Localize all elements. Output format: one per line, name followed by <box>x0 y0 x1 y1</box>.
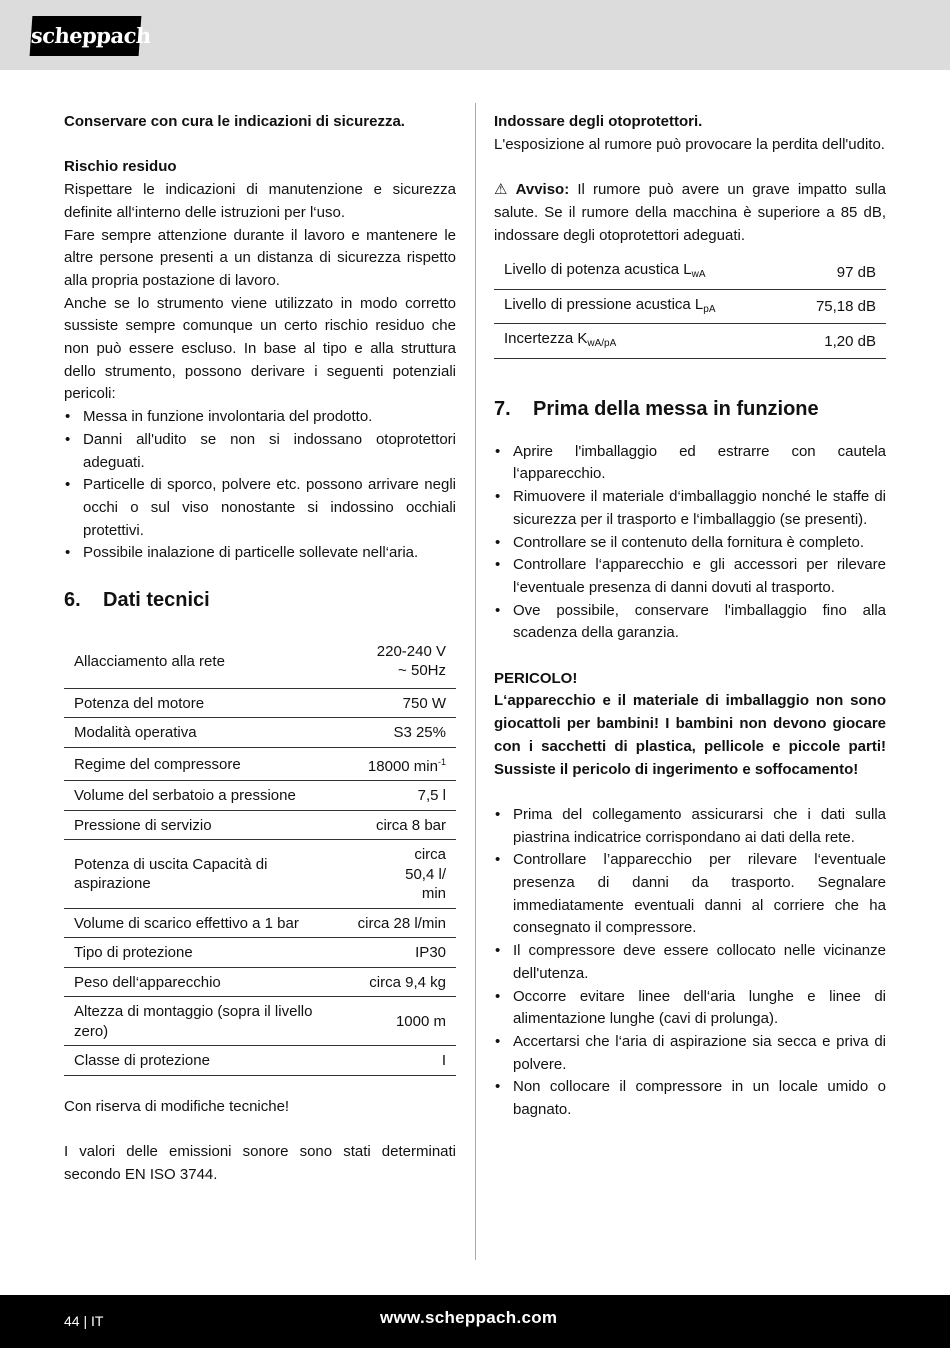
table-row <box>64 997 456 1046</box>
danger-text: L‘apparecchio e il materiale di imballaggio non sono giocattoli per bambini! I bambini non devono giocare con i sacchetti di plastica, pellicole e piccole parti! Sussiste il pericolo di ingerimento e soffocamento! <box>494 692 886 778</box>
noise-label: Incertezza $K_{wA/pA}$ <box>494 324 785 359</box>
table-row <box>64 718 456 748</box>
list-item: • Accertarsi che l‘aria di aspirazione sia secca e priva di polvere. <box>494 1031 886 1076</box>
table-row <box>64 967 456 997</box>
website-link[interactable]: www.scheppach.com <box>380 1308 558 1327</box>
spec-value: 750 W <box>324 688 456 718</box>
table-row <box>64 1046 456 1076</box>
list-item: • Particelle di sporco, polvere etc. possono arrivare negli occhi o sul viso nonostante si indossino occhiali protettivi. <box>64 474 456 542</box>
spec-value: circa 9,4 kg <box>324 967 456 997</box>
preconnection-list <box>494 804 886 1122</box>
ear-protection-text: L'esposizione al rumore può provocare la perdita dell'udito. <box>494 135 885 153</box>
list-item: • Messa in funzione involontaria del prodotto. <box>64 406 456 429</box>
section-heading <box>494 396 886 422</box>
noise-value: 97 dB <box>785 255 886 289</box>
tech-data-table <box>64 634 456 1076</box>
list-item: • Occorre evitare linee dell‘aria lunghe e linee di alimentazione lunghe (cavi di prolunga). <box>494 986 886 1031</box>
list-item: • Controllare se il contenuto della fornitura è completo. <box>494 532 886 555</box>
list-item: • Controllare l’apparecchio per rilevare l‘eventuale presenza di danni da trasporto. Segnalare immediatamente eventuali danni al corriere che ha consegnato il compressore. <box>494 849 886 940</box>
noise-value: 1,20 dB <box>785 324 886 359</box>
warning-icon: ⚠ <box>494 181 508 199</box>
list-item: • Rimuovere il materiale d‘imballaggio nonché le staffe di sicurezza per il trasporto e l‘imballaggio (se presenti). <box>494 486 886 531</box>
spec-label: Volume del serbatoio a pressione <box>64 781 324 811</box>
noise-label: Livello di potenza acustica $L_{wA}$ <box>494 255 785 289</box>
spec-value: 220-240 V ~ 50Hz <box>324 634 456 688</box>
spec-value: I <box>324 1046 456 1076</box>
left-column <box>64 111 456 1186</box>
spec-label: Tipo di protezione <box>64 938 324 968</box>
brand-logo: scheppach <box>30 16 142 56</box>
list-item: • Danni all'udito se non si indossano otoprotettori adeguati. <box>64 429 456 474</box>
spec-label: Potenza di uscita Capacità di aspirazione <box>64 840 324 909</box>
table-row <box>494 324 886 359</box>
list-item: • Possibile inalazione di particelle sollevate nell‘aria. <box>64 542 456 565</box>
setup-list <box>494 441 886 645</box>
list-item: • Controllare l‘apparecchio e gli accessori per rilevare l‘eventuale presenza di danni dovuti al trasporto. <box>494 554 886 599</box>
section-number: 7. <box>494 397 511 420</box>
spec-label: Volume di scarico effettivo a 1 bar <box>64 908 324 938</box>
spec-value: S3 25% <box>324 718 456 748</box>
spec-label: Allacciamento alla rete <box>64 634 324 688</box>
table-row <box>494 289 886 324</box>
list-item: • Aprire l'imballaggio ed estrarre con cautela l‘apparecchio. <box>494 441 886 486</box>
table-row <box>64 688 456 718</box>
right-column <box>494 111 886 1122</box>
list-item: • Ove possibile, conservare l'imballaggio fino alla scadenza della garanzia. <box>494 600 886 645</box>
safety-note: Conservare con cura le indicazioni di sicurezza. <box>64 113 405 130</box>
noise-table <box>494 255 886 359</box>
table-row <box>64 747 456 781</box>
section-number: 6. <box>64 589 81 612</box>
risk-list <box>64 406 456 565</box>
residual-risk-text: Fare sempre attenzione durante il lavoro e mantenere le altre persone presenti a un distanza di sicurezza rispetto alla propria postazione di lavoro. <box>64 226 456 289</box>
spec-value: IP30 <box>324 938 456 968</box>
spec-value: circa 8 bar <box>324 810 456 840</box>
table-row <box>64 908 456 938</box>
spec-value: 18000 $\min^{-1}$ <box>324 747 456 781</box>
page-number: 44 | IT <box>64 1313 104 1329</box>
spec-label: Altezza di montaggio (sopra il livello zero) <box>64 997 324 1046</box>
spec-label: Regime del compressore <box>64 747 324 781</box>
spec-label: Potenza del motore <box>64 688 324 718</box>
spec-label: Peso dell‘apparecchio <box>64 967 324 997</box>
table-row <box>64 810 456 840</box>
spec-value: 1000 m <box>324 997 456 1046</box>
column-divider <box>475 103 476 1260</box>
list-item: • Il compressore deve essere collocato nelle vicinanze dell'utenza. <box>494 940 886 985</box>
spec-value: circa 50,4 l/ min <box>324 840 456 909</box>
spec-label: Pressione di servizio <box>64 810 324 840</box>
section-title: Prima della messa in funzione <box>533 397 819 420</box>
spec-value: circa 28 l/min <box>324 908 456 938</box>
list-item: • Non collocare il compressore in un locale umido o bagnato. <box>494 1076 886 1121</box>
table-row <box>64 634 456 688</box>
list-item: • Prima del collegamento assicurarsi che i dati sulla piastrina indicatrice corrispondano ai dati della rete. <box>494 804 886 849</box>
residual-risk-title: Rischio residuo <box>64 158 177 176</box>
emissions-note: I valori delle emissioni sonore sono stati determinati secondo EN ISO 3744. <box>64 1142 456 1183</box>
table-row <box>64 781 456 811</box>
spec-label: Classe di protezione <box>64 1046 324 1076</box>
residual-risk-text: Anche se lo strumento viene utilizzato in modo corretto sussiste sempre comunque un certo rischio residuo che non può essere escluso. In base al tipo e alla struttura dello strumento, possono derivare i seguenti potenziali pericoli: <box>64 294 456 403</box>
header-bar <box>0 0 950 70</box>
danger-title: PERICOLO! <box>494 669 578 687</box>
section-title: Dati tecnici <box>103 589 210 612</box>
noise-label: Livello di pressione acustica $L_{pA}$ <box>494 289 785 324</box>
table-row <box>64 840 456 909</box>
section-heading <box>64 587 456 613</box>
spec-value: 7,5 l <box>324 781 456 811</box>
table-row <box>64 938 456 968</box>
footer-bar <box>0 1295 950 1348</box>
noise-value: 75,18 dB <box>785 289 886 324</box>
noise-warning: ⚠ Avviso: Il rumore può avere un grave impatto sulla salute. Se il rumore della macchina è superiore a 85 dB, indossare degli otoprotettori adeguati. <box>494 181 886 244</box>
ear-protection-title: Indossare degli otoprotettori. <box>494 113 703 130</box>
spec-label: Modalità operativa <box>64 718 324 748</box>
residual-risk-text: Rispettare le indicazioni di manutenzione e sicurezza definite all‘interno delle istruzioni per l‘uso. <box>64 181 456 221</box>
technical-changes-note: Con riserva di modifiche tecniche! <box>64 1097 290 1115</box>
table-row <box>494 255 886 289</box>
